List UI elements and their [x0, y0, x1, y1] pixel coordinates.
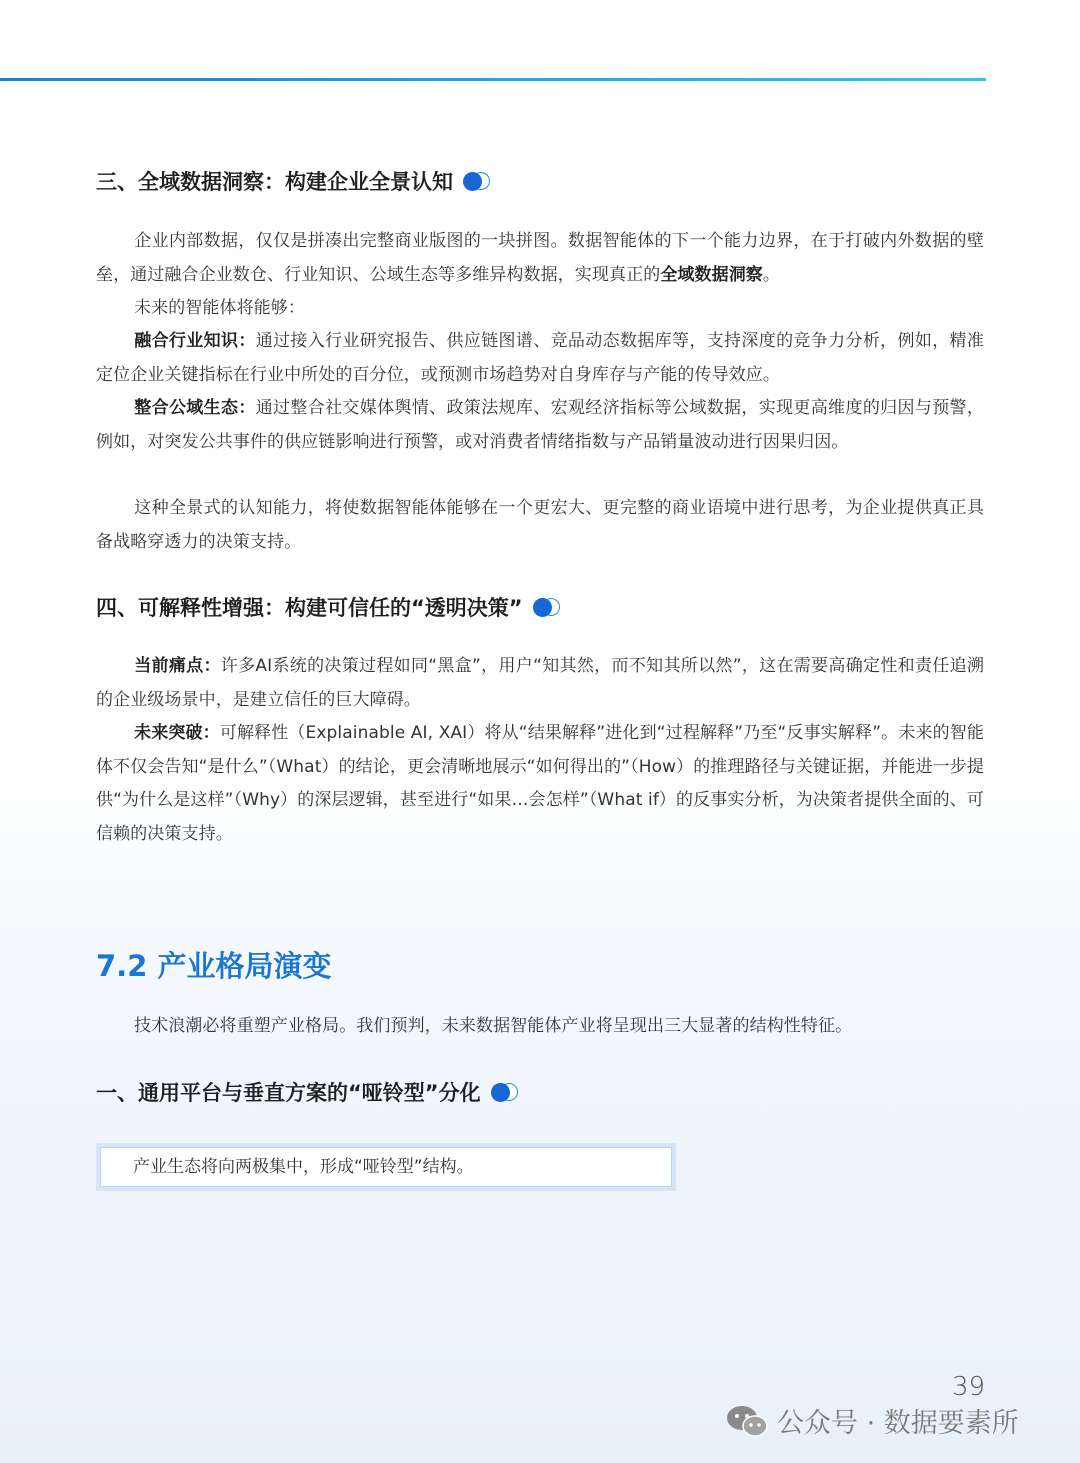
paragraph-breakthrough [96, 717, 984, 851]
paragraph-pain-point [96, 650, 984, 717]
toggle-circle-icon [463, 172, 493, 190]
paragraph-text: 企业内部数据，仅仅是拼凑出完整商业版图的一块拼图。数据智能体的下一个能力边界，在于打破内外数据的壁垒，通过融合企业数仓、行业知识、公域生态等多维异构数据，实现真正的 [96, 231, 984, 285]
emphasis-text: 全域数据洞察 [660, 264, 763, 285]
paragraph-text: 。 [762, 264, 781, 285]
section-heading-3 [96, 166, 493, 196]
section-heading-3-text: 三、全域数据洞察：构建企业全景认知 [96, 170, 453, 194]
paragraph-public-ecosystem [96, 392, 984, 459]
paragraph-text: 可解释性（Explainable AI, XAI）将从“结果解释”进化到“过程解释”乃至“反事实解释”。未来的智能体不仅会告知“是什么”（What）的结论，更会清晰地展示“如何得出的”（How）的推理路径与关键证据，并能进一步提供“为什么是这样”（Why）的深层逻辑，甚至进行“如果…会怎样”（What if）的反事实分析，为决策者提供全面的、可信赖的决策支持。 [96, 723, 985, 844]
header-rule [0, 78, 986, 81]
page-number: 39 [952, 1372, 986, 1402]
watermark-text: 公众号 · 数据要素所 [777, 1408, 1019, 1439]
section-heading-4 [96, 592, 563, 622]
paragraph-text: 未来的智能体将能够： [134, 298, 305, 318]
callout-text: 产业生态将向两极集中，形成“哑铃型”结构。 [100, 1147, 672, 1187]
paragraph-label: 整合公域生态： [134, 398, 256, 418]
callout-box [96, 1143, 676, 1191]
toggle-circle-icon [491, 1083, 521, 1101]
wechat-icon [725, 1404, 769, 1438]
paragraph-label: 融合行业知识： [134, 331, 256, 351]
subsection-heading-dumbbell [96, 1077, 521, 1107]
section-heading-4-text: 四、可解释性增强：构建可信任的“透明决策” [96, 596, 523, 620]
paragraph-global-data [96, 225, 984, 292]
paragraph-label: 当前痛点： [134, 656, 221, 676]
paragraph-label: 未来突破： [134, 723, 220, 743]
paragraph-text: 许多AI系统的决策过程如同“黑盒”，用户“知其然，而不知其所以然”，这在需要高确定性和责任追溯的企业级场景中，是建立信任的巨大障碍。 [96, 656, 985, 710]
paragraph-text: 通过接入行业研究报告、供应链图谱、竞品动态数据库等，支持深度的竞争力分析，例如，精准定位企业关键指标在行业中所处的百分位，或预测市场趋势对自身库存与产能的传导效应。 [96, 331, 985, 385]
watermark [725, 1401, 1019, 1440]
paragraph-panoramic-cognition [96, 492, 984, 559]
paragraph-text: 技术浪潮必将重塑产业格局。我们预判，未来数据智能体产业将呈现出三大显著的结构性特征。 [134, 1016, 853, 1036]
toggle-circle-icon [533, 598, 563, 616]
subsection-heading-text: 一、通用平台与垂直方案的“哑铃型”分化 [96, 1081, 481, 1105]
paragraph-text: 通过整合社交媒体舆情、政策法规库、宏观经济指标等公域数据，实现更高维度的归因与预警，例如，对突发公共事件的供应链影响进行预警，或对消费者情绪指数与产品销量波动进行因果归因。 [96, 398, 985, 452]
paragraph-industry-intro [96, 1010, 984, 1044]
paragraph-future-abilities [96, 292, 984, 326]
section-title-7-2: 7.2 产业格局演变 [96, 949, 332, 983]
paragraph-text: 这种全景式的认知能力，将使数据智能体能够在一个更宏大、更完整的商业语境中进行思考，为企业提供真正具备战略穿透力的决策支持。 [96, 498, 984, 552]
paragraph-industry-knowledge [96, 325, 984, 392]
